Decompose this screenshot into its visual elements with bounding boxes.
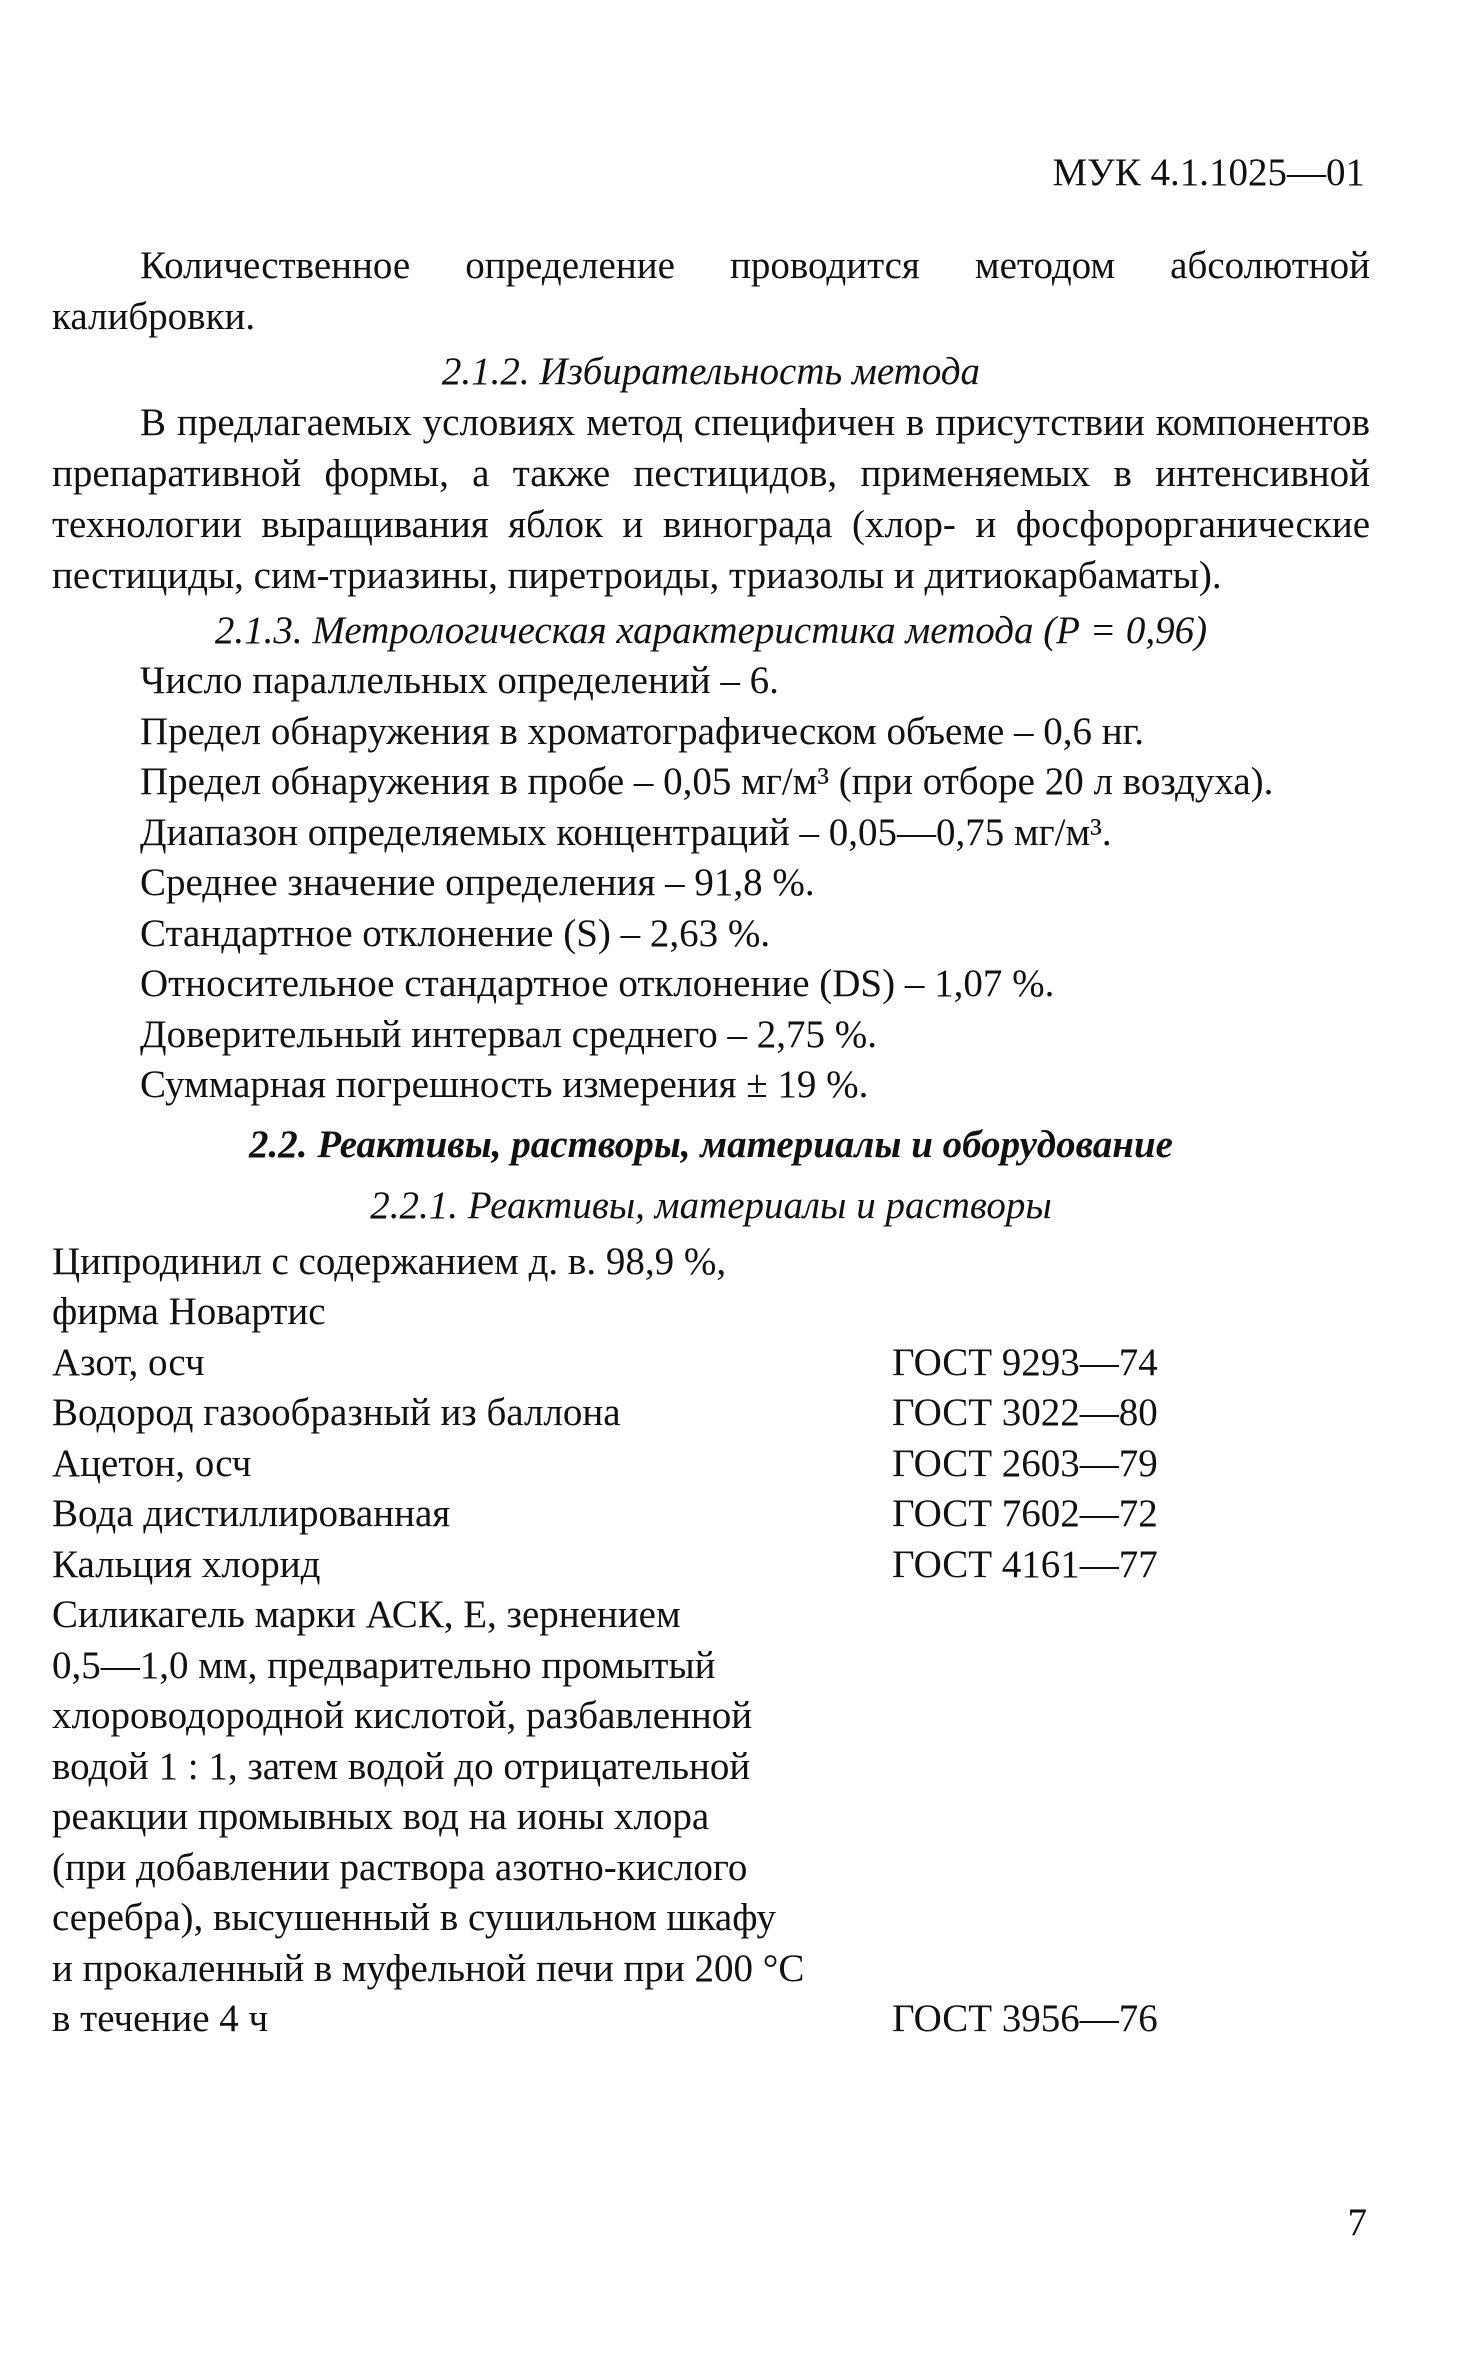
reagent-name bbox=[52, 1590, 892, 2045]
reagent-gost: ГОСТ 4161—77 bbox=[892, 1542, 1158, 1586]
reagent-name-line: хлороводородной кислотой, разбавленной bbox=[52, 1694, 753, 1737]
section-2-1-2-text: В предлагаемых условиях метод специфичен в присутствии компонентов препаративной формы, а также пестицидов, применяемых в интенсивной технологии выращивания яблок и винограда (хлор- и фосфорорганические пестициды, сим-триазины, пиретроиды, триазолы и дитиокарбаматы). bbox=[52, 401, 1370, 597]
table-row bbox=[52, 1338, 1202, 1389]
metric-item: Суммарная погрешность измерения ± 19 %. bbox=[140, 1063, 869, 1106]
metric-item: Диапазон определяемых концентраций – 0,05—0,75 мг/м³. bbox=[140, 810, 1112, 854]
section-2-1-3-heading: 2.1.3. Метрологическая характеристика метода (Р = 0,96) bbox=[214, 609, 1208, 652]
table-row bbox=[52, 1237, 1202, 1338]
reagents-table bbox=[52, 1237, 1202, 2045]
section-2-1-2-heading: 2.1.2. Избирательность метода bbox=[441, 350, 981, 393]
metrology-list bbox=[52, 656, 1370, 1111]
reagent-name-line: фирма Новартис bbox=[52, 1290, 326, 1333]
page-number: 7 bbox=[1347, 2201, 1367, 2244]
metric-item: Среднее значение определения – 91,8 %. bbox=[140, 861, 815, 904]
reagent-name: Азот, осч bbox=[52, 1340, 205, 1384]
reagent-gost: ГОСТ 9293—74 bbox=[892, 1340, 1158, 1384]
table-row bbox=[52, 1489, 1202, 1540]
metric-item: Предел обнаружения в хроматографическом объеме – 0,6 нг. bbox=[140, 709, 1145, 753]
reagent-name: Вода дистиллированная bbox=[52, 1492, 451, 1535]
reagent-name: Ацетон, осч bbox=[52, 1441, 252, 1485]
reagent-name-line: 0,5—1,0 мм, предварительно промытый bbox=[52, 1643, 716, 1687]
reagent-name-line: реакции промывных вод на ионы хлора bbox=[52, 1795, 710, 1838]
metric-item: Число параллельных определений – 6. bbox=[140, 659, 779, 702]
reagent-gost bbox=[892, 1237, 1202, 1338]
reagent-name-line: Ципродинил с содержанием д. в. 98,9 %, bbox=[52, 1239, 727, 1283]
section-2-2-heading: 2.2. Реактивы, растворы, материалы и оборудование bbox=[249, 1122, 1173, 1166]
reagent-gost: ГОСТ 7602—72 bbox=[892, 1492, 1158, 1535]
section-2-2-1-heading: 2.2.1. Реактивы, материалы и растворы bbox=[370, 1183, 1052, 1227]
metric-item: Предел обнаружения в пробе – 0,05 мг/м³ (при отборе 20 л воздуха). bbox=[140, 760, 1274, 803]
document-body bbox=[52, 240, 1370, 2045]
table-row bbox=[52, 1439, 1202, 1490]
reagent-name-line: Силикагель марки АСК, Е, зернением bbox=[52, 1593, 681, 1636]
reagent-name bbox=[52, 1237, 892, 1338]
intro-paragraph: Количественное определение проводится методом абсолютной калибровки. bbox=[52, 244, 1370, 338]
reagent-name: Кальция хлорид bbox=[52, 1542, 321, 1586]
table-row bbox=[52, 1590, 1202, 2045]
reagent-name-line: и прокаленный в муфельной печи при 200 °С bbox=[52, 1946, 805, 1990]
reagent-name-line: водой 1 : 1, затем водой до отрицательной bbox=[52, 1744, 751, 1788]
metric-item: Относительное стандартное отклонение (DS) – 1,07 %. bbox=[140, 962, 1055, 1005]
table-row bbox=[52, 1540, 1202, 1591]
reagent-name-line: (при добавлении раствора азотно-кислого bbox=[52, 1845, 748, 1889]
reagent-name-line: в течение 4 ч bbox=[52, 1997, 269, 2040]
reagent-name-line: серебра), высушенный в сушильном шкафу bbox=[52, 1896, 777, 1939]
table-row bbox=[52, 1388, 1202, 1439]
reagent-gost: ГОСТ 3956—76 bbox=[892, 1997, 1158, 2040]
metric-item: Доверительный интервал среднего – 2,75 %. bbox=[140, 1012, 878, 1056]
reagent-gost: ГОСТ 2603—79 bbox=[892, 1441, 1158, 1485]
reagent-name: Водород газообразный из баллона bbox=[52, 1391, 621, 1434]
document-code-header: МУК 4.1.1025—01 bbox=[1052, 151, 1365, 194]
reagent-gost: ГОСТ 3022—80 bbox=[892, 1391, 1158, 1434]
metric-item: Стандартное отклонение (S) – 2,63 %. bbox=[140, 911, 771, 955]
